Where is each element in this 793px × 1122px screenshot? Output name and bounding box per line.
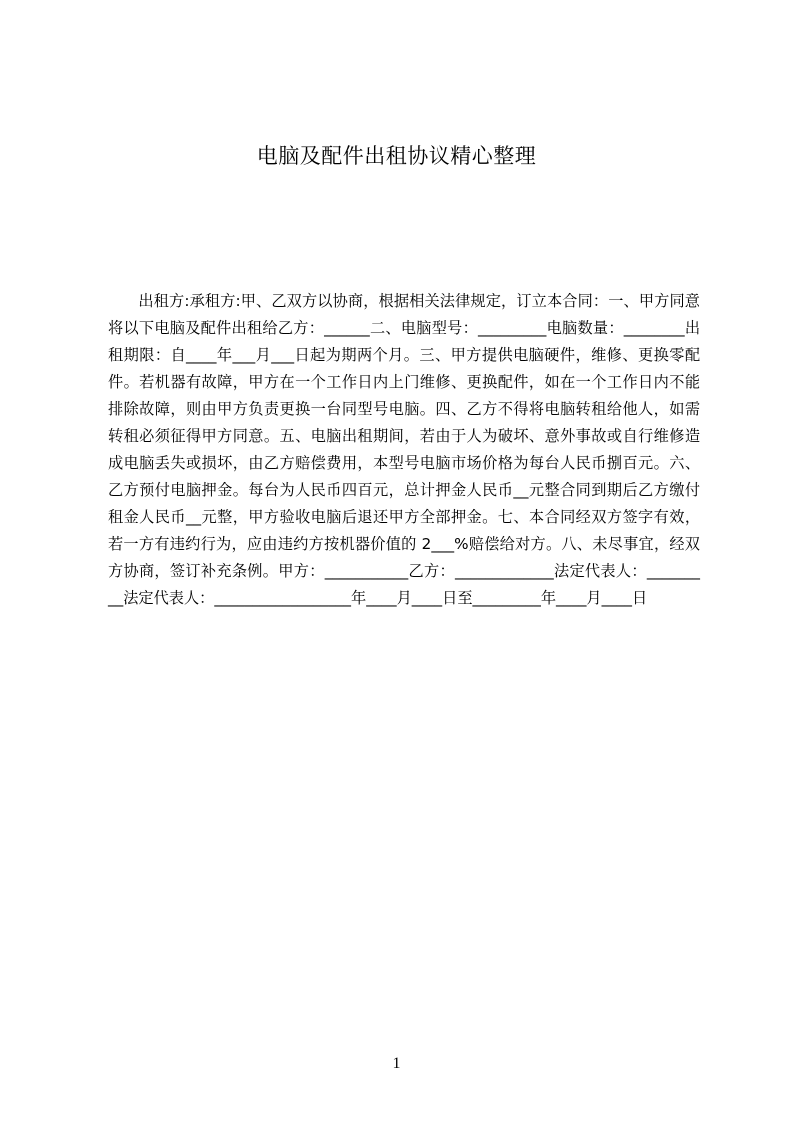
- contract-body-text: 出租方:承租方:甲、乙双方以协商，根据相关法律规定，订立本合同：一、甲方同意将以下电脑及配件出租给乙方：______二、电脑型号：_________电脑数量：________出租期限：自____年___月___日起为期两个月。三、甲方提供电脑硬件，维修、更换零配件。若机器有故障，甲方在一个工作日内上门维修、更换配件，如在一个工作日内不能排除故障，则由甲方负责更换一台同型号电脑。四、乙方不得将电脑转租给他人，如需转租必须征得甲方同意。五、电脑出租期间，若由于人为破坏、意外事故或自行维修造成电脑丢失或损坏，由乙方赔偿费用，本型号电脑市场价格为每台人民币捌百元。六、乙方预付电脑押金。每台为人民币四百元，总计押金人民币__元整合同到期后乙方缴付租金人民币__元整，甲方验收电脑后退还甲方全部押金。七、本合同经双方签字有效，若一方有违约行为，应由违约方按机器价值的 2___%赔偿给对方。八、未尽事宜，经双方协商，签订补充条例。甲方：___________乙方：_____________法定代表人：_________法定代表人：__________________年____月____日至_________年____月____日: [108, 292, 700, 607]
- page-number: 1: [392, 1055, 401, 1072]
- document-title: 电脑及配件出租协议精心整理: [256, 144, 537, 168]
